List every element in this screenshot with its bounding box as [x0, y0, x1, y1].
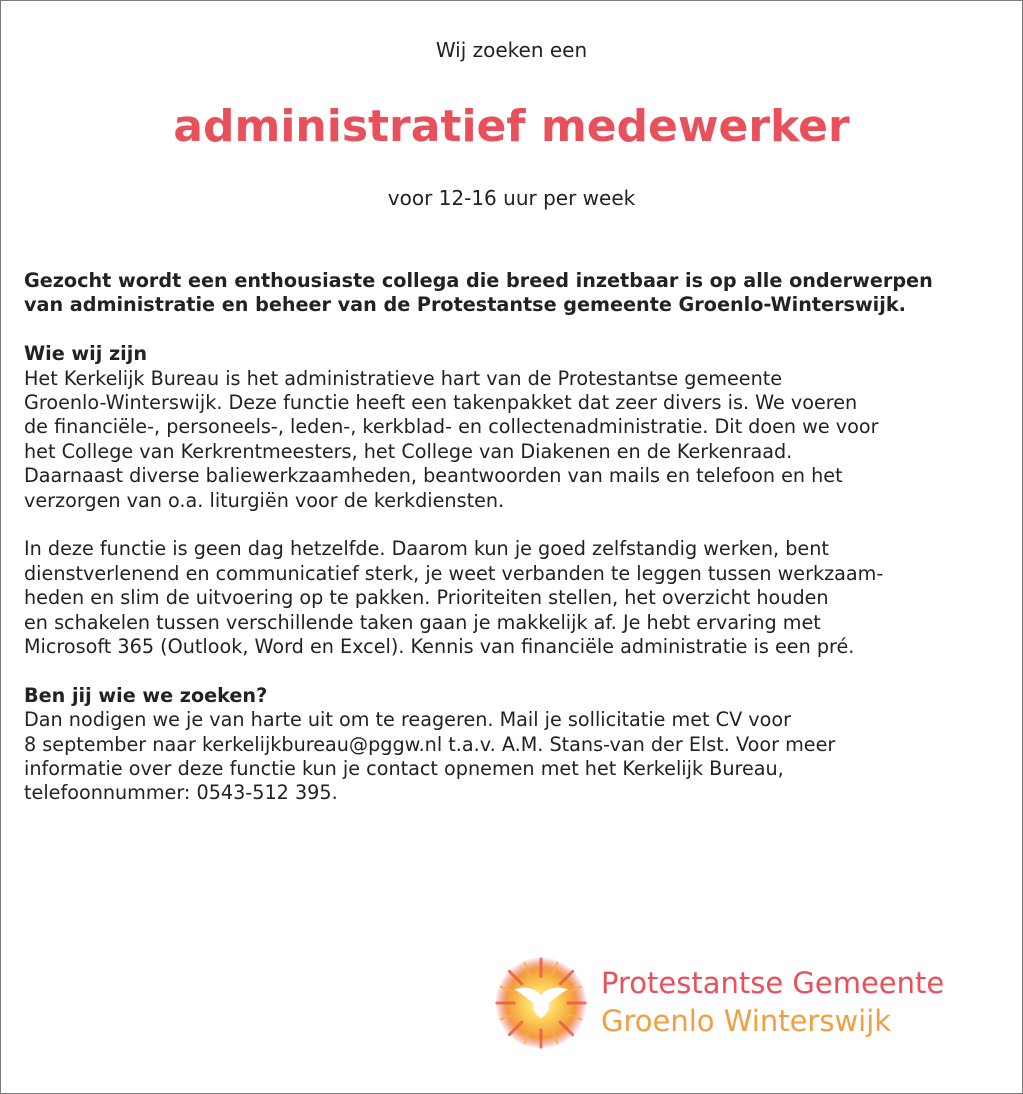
apply-line: telefoonnummer: 0543-512 395.	[24, 781, 338, 805]
who-we-are-line: het College van Kerkrentmeesters, het College van Diakenen en de Kerkenraad.	[24, 439, 793, 463]
apply-line: 8 september naar kerkelijkbureau@pggw.nl t.a.v. A.M. Stans-van der Elst. Voor meer	[24, 732, 836, 756]
intro-text: Wij zoeken een	[435, 38, 588, 62]
who-we-are-line: Daarnaast diverse baliewerkzaamheden, beantwoorden van mails en telefoon en het	[24, 464, 843, 488]
vacancy-body	[24, 269, 1009, 806]
lead-line-2: van administratie en beheer van de Protestantse gemeente Groenlo-Winterswijk.	[24, 293, 906, 317]
profile-line: Microsoft 365 (Outlook, Word en Excel). Kennis van financiële administratie is een pré.	[24, 635, 855, 659]
hours-per-week: voor 12-16 uur per week	[387, 186, 636, 210]
logo-line-2: Groenlo Winterswijk	[601, 1004, 892, 1038]
profile-line: dienstverlenend en communicatief sterk, je weet verbanden te leggen tussen werkzaam-	[24, 561, 884, 585]
apply-line: informatie over deze functie kun je contact opnemen met het Kerkelijk Bureau,	[24, 757, 784, 781]
apply-heading: Ben jij wie we zoeken?	[24, 683, 268, 707]
job-title: administratief medewerker	[173, 101, 850, 152]
paragraph-gap	[24, 318, 1009, 342]
apply-line: Dan nodigen we je van harte uit om te reageren. Mail je sollicitatie met CV voor	[24, 708, 792, 732]
church-logo	[493, 955, 1008, 1057]
profile-line: en schakelen tussen verschillende taken gaan je makkelijk af. Je hebt ervaring met	[24, 610, 821, 634]
profile-line: In deze functie is geen dag hetzelfde. Daarom kun je goed zelfstandig werken, bent	[24, 537, 829, 561]
who-we-are-line: Groenlo-Winterswijk. Deze functie heeft een takenpakket dat zeer divers is. We voeren	[24, 391, 858, 415]
who-we-are-heading: Wie wij zijn	[24, 342, 147, 366]
paragraph-gap	[24, 659, 1009, 683]
lead-line-1: Gezocht wordt een enthousiaste collega die breed inzetbaar is op alle onderwerpen	[24, 269, 933, 292]
who-we-are-line: de financiële-, personeels-, leden-, kerkblad- en collectenadministratie. Dit doen we voor	[24, 415, 879, 439]
logo-line-1: Protestantse Gemeente	[601, 966, 945, 1000]
paragraph-gap	[24, 513, 1009, 537]
dove-sunburst-icon	[493, 955, 589, 1051]
who-we-are-line: verzorgen van o.a. liturgiën voor de kerkdiensten.	[24, 488, 505, 512]
who-we-are-line: Het Kerkelijk Bureau is het administratieve hart van de Protestantse gemeente	[24, 366, 783, 390]
profile-line: heden en slim de uitvoering op te pakken. Prioriteiten stellen, het overzicht houden	[24, 586, 829, 610]
